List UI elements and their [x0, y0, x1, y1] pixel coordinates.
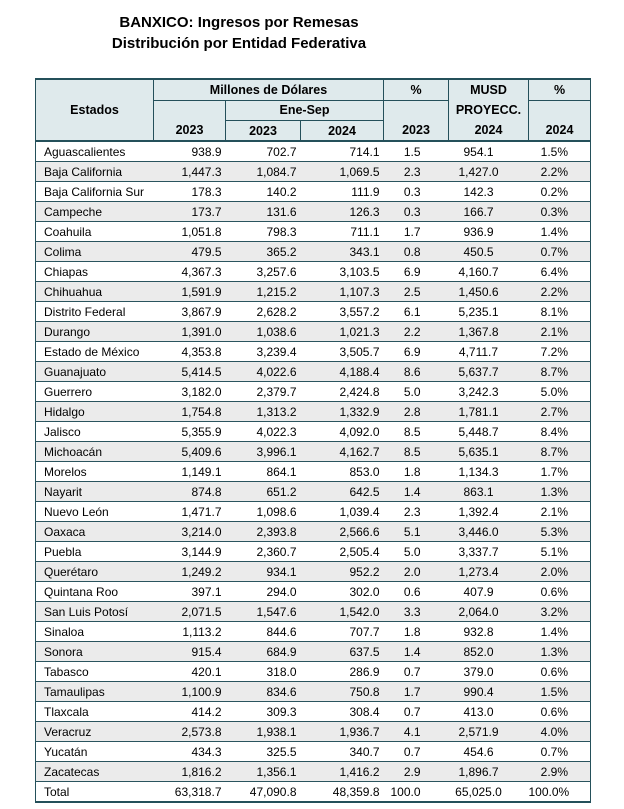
musd-proyecc-cell: 2,064.0: [449, 602, 529, 622]
musd-proyecc-cell: 936.9: [449, 222, 529, 242]
millones-2023-cell: 4,353.8: [154, 342, 226, 362]
state-name-cell: Yucatán: [36, 742, 154, 762]
enesep-2024-cell: 637.5: [301, 642, 384, 662]
pct-2024-cell: 0.3%: [529, 202, 591, 222]
enesep-2023-cell: 651.2: [226, 482, 301, 502]
pct-2023-cell: 3.3: [384, 602, 449, 622]
enesep-2023-cell: 3,996.1: [226, 442, 301, 462]
pct-2024-cell: 1.5%: [529, 682, 591, 702]
table-row: [36, 402, 591, 422]
millones-2023-cell: 5,355.9: [154, 422, 226, 442]
header-enesep-2023: 2023: [226, 121, 301, 142]
enesep-2023-cell: 834.6: [226, 682, 301, 702]
musd-proyecc-cell: 2,571.9: [449, 722, 529, 742]
table-row: [36, 342, 591, 362]
millones-2023-cell: 1,113.2: [154, 622, 226, 642]
musd-proyecc-cell: 379.0: [449, 662, 529, 682]
enesep-2024-cell: 1,542.0: [301, 602, 384, 622]
enesep-2024-cell: 1,332.9: [301, 402, 384, 422]
pct-2024-cell: 0.6%: [529, 662, 591, 682]
enesep-2024-cell: 308.4: [301, 702, 384, 722]
millones-2023-cell: 173.7: [154, 202, 226, 222]
enesep-2024-cell: 343.1: [301, 242, 384, 262]
state-name-cell: Nayarit: [36, 482, 154, 502]
state-name-cell: Tlaxcala: [36, 702, 154, 722]
pct-2023-cell: 1.8: [384, 622, 449, 642]
millones-2023-cell: 3,214.0: [154, 522, 226, 542]
state-name-cell: Guanajuato: [36, 362, 154, 382]
enesep-2023-cell: 2,379.7: [226, 382, 301, 402]
enesep-2023-cell: 3,257.6: [226, 262, 301, 282]
pct-2023-cell: 0.7: [384, 742, 449, 762]
musd-proyecc-cell: 863.1: [449, 482, 529, 502]
enesep-2023-cell: 294.0: [226, 582, 301, 602]
pct-2023-cell: 0.8: [384, 242, 449, 262]
pct-2024-cell: 2.1%: [529, 322, 591, 342]
table-row: [36, 702, 591, 722]
musd-proyecc-cell: 5,235.1: [449, 302, 529, 322]
state-name-cell: Michoacán: [36, 442, 154, 462]
pct-2024-cell: 7.2%: [529, 342, 591, 362]
pct-2024-cell: 2.2%: [529, 282, 591, 302]
musd-proyecc-cell: 4,711.7: [449, 342, 529, 362]
table-row: [36, 442, 591, 462]
millones-2023-cell: 874.8: [154, 482, 226, 502]
table-row: [36, 222, 591, 242]
pct-2023-cell: 1.8: [384, 462, 449, 482]
table-row: [36, 562, 591, 582]
pct-2023-cell: 5.0: [384, 542, 449, 562]
enesep-2024-cell: 2,505.4: [301, 542, 384, 562]
header-pct-2024: %: [529, 79, 591, 100]
header-musd: MUSD: [449, 79, 529, 100]
millones-2023-cell: 3,867.9: [154, 302, 226, 322]
table-row: [36, 722, 591, 742]
millones-2023-cell: 1,051.8: [154, 222, 226, 242]
header-proyecc-year: 2024: [474, 123, 503, 137]
pct-2023-cell: 2.3: [384, 162, 449, 182]
table-body: [36, 141, 591, 802]
state-name-cell: Morelos: [36, 462, 154, 482]
header-ene-sep: Ene-Sep: [226, 100, 384, 121]
enesep-2024-cell: 3,103.5: [301, 262, 384, 282]
enesep-2024-cell: 952.2: [301, 562, 384, 582]
pct-2023-cell: 4.1: [384, 722, 449, 742]
table-row: [36, 422, 591, 442]
state-name-cell: Chihuahua: [36, 282, 154, 302]
state-name-cell: Sinaloa: [36, 622, 154, 642]
table-row: [36, 582, 591, 602]
enesep-2023-cell: 1,098.6: [226, 502, 301, 522]
enesep-2024-cell: 111.9: [301, 182, 384, 202]
musd-proyecc-cell: 1,273.4: [449, 562, 529, 582]
pct-2024-cell: 5.1%: [529, 542, 591, 562]
pct-2024-cell: 8.7%: [529, 362, 591, 382]
pct-2023-cell: 5.0: [384, 382, 449, 402]
millones-2023-cell: 2,573.8: [154, 722, 226, 742]
state-name-cell: Oaxaca: [36, 522, 154, 542]
pct-2023-cell: 8.5: [384, 442, 449, 462]
millones-2023-cell: 63,318.7: [154, 782, 226, 803]
table-row: [36, 182, 591, 202]
musd-proyecc-cell: 3,242.3: [449, 382, 529, 402]
state-name-cell: Veracruz: [36, 722, 154, 742]
table-row: [36, 322, 591, 342]
musd-proyecc-cell: 413.0: [449, 702, 529, 722]
report-title: BANXICO: Ingresos por Remesas: [119, 14, 359, 31]
musd-proyecc-cell: 990.4: [449, 682, 529, 702]
enesep-2023-cell: 365.2: [226, 242, 301, 262]
enesep-2023-cell: 318.0: [226, 662, 301, 682]
enesep-2023-cell: 934.1: [226, 562, 301, 582]
header-proyecc-label: PROYECC.: [455, 103, 522, 117]
state-name-cell: Guerrero: [36, 382, 154, 402]
table-row: [36, 482, 591, 502]
table-row: [36, 642, 591, 662]
pct-2023-cell: 2.8: [384, 402, 449, 422]
state-name-cell: Aguascalientes: [36, 141, 154, 162]
total-row: [36, 782, 591, 803]
enesep-2023-cell: 2,360.7: [226, 542, 301, 562]
musd-proyecc-cell: 166.7: [449, 202, 529, 222]
state-name-cell: Sonora: [36, 642, 154, 662]
millones-2023-cell: 178.3: [154, 182, 226, 202]
pct-2023-cell: 1.4: [384, 642, 449, 662]
enesep-2023-cell: 1,313.2: [226, 402, 301, 422]
pct-2024-cell: 8.4%: [529, 422, 591, 442]
enesep-2024-cell: 707.7: [301, 622, 384, 642]
pct-2024-cell: 0.2%: [529, 182, 591, 202]
musd-proyecc-cell: 932.8: [449, 622, 529, 642]
enesep-2024-cell: 1,039.4: [301, 502, 384, 522]
pct-2024-cell: 3.2%: [529, 602, 591, 622]
state-name-cell: Estado de México: [36, 342, 154, 362]
state-name-cell: Campeche: [36, 202, 154, 222]
musd-proyecc-cell: 5,635.1: [449, 442, 529, 462]
musd-proyecc-cell: 65,025.0: [449, 782, 529, 803]
enesep-2023-cell: 1,215.2: [226, 282, 301, 302]
pct-2023-cell: 8.5: [384, 422, 449, 442]
table-row: [36, 382, 591, 402]
table-row: [36, 622, 591, 642]
millones-2023-cell: 938.9: [154, 141, 226, 162]
pct-2024-cell: 1.4%: [529, 222, 591, 242]
enesep-2023-cell: 702.7: [226, 141, 301, 162]
musd-proyecc-cell: 3,446.0: [449, 522, 529, 542]
pct-2023-cell: 2.2: [384, 322, 449, 342]
pct-2023-cell: 6.1: [384, 302, 449, 322]
enesep-2024-cell: 1,069.5: [301, 162, 384, 182]
report-header: [0, 12, 478, 54]
header-pct-year-2024: 2024: [529, 100, 591, 141]
enesep-2023-cell: 1,938.1: [226, 722, 301, 742]
millones-2023-cell: 1,471.7: [154, 502, 226, 522]
musd-proyecc-cell: 1,450.6: [449, 282, 529, 302]
enesep-2023-cell: 4,022.3: [226, 422, 301, 442]
state-name-cell: Tamaulipas: [36, 682, 154, 702]
enesep-2024-cell: 3,505.7: [301, 342, 384, 362]
pct-2024-cell: 1.7%: [529, 462, 591, 482]
pct-2024-cell: 1.4%: [529, 622, 591, 642]
enesep-2023-cell: 684.9: [226, 642, 301, 662]
table-row: [36, 302, 591, 322]
enesep-2023-cell: 864.1: [226, 462, 301, 482]
musd-proyecc-cell: 142.3: [449, 182, 529, 202]
enesep-2023-cell: 4,022.6: [226, 362, 301, 382]
pct-2024-cell: 6.4%: [529, 262, 591, 282]
state-name-cell: Chiapas: [36, 262, 154, 282]
millones-2023-cell: 1,754.8: [154, 402, 226, 422]
report-subtitle: Distribución por Entidad Federativa: [111, 35, 367, 52]
millones-2023-cell: 1,100.9: [154, 682, 226, 702]
pct-2023-cell: 1.7: [384, 222, 449, 242]
table-row: [36, 762, 591, 782]
musd-proyecc-cell: 5,637.7: [449, 362, 529, 382]
state-name-cell: Puebla: [36, 542, 154, 562]
pct-2024-cell: 0.7%: [529, 742, 591, 762]
header-pct-2023: %: [384, 79, 449, 100]
enesep-2024-cell: 1,416.2: [301, 762, 384, 782]
table-row: [36, 141, 591, 162]
enesep-2023-cell: 1,547.6: [226, 602, 301, 622]
header-proyecc-2024: [449, 100, 529, 141]
musd-proyecc-cell: 5,448.7: [449, 422, 529, 442]
millones-2023-cell: 4,367.3: [154, 262, 226, 282]
enesep-2023-cell: 3,239.4: [226, 342, 301, 362]
state-name-cell: Jalisco: [36, 422, 154, 442]
millones-2023-cell: 397.1: [154, 582, 226, 602]
enesep-2023-cell: 844.6: [226, 622, 301, 642]
pct-2024-cell: 0.6%: [529, 702, 591, 722]
musd-proyecc-cell: 1,427.0: [449, 162, 529, 182]
millones-2023-cell: 434.3: [154, 742, 226, 762]
millones-2023-cell: 2,071.5: [154, 602, 226, 622]
enesep-2024-cell: 4,092.0: [301, 422, 384, 442]
table-row: [36, 202, 591, 222]
pct-2024-cell: 5.0%: [529, 382, 591, 402]
table-row: [36, 282, 591, 302]
pct-2023-cell: 6.9: [384, 342, 449, 362]
state-name-cell: Coahuila: [36, 222, 154, 242]
header-year-2023-full: 2023: [154, 100, 226, 141]
pct-2024-cell: 8.7%: [529, 442, 591, 462]
pct-2023-cell: 0.3: [384, 182, 449, 202]
millones-2023-cell: 1,249.2: [154, 562, 226, 582]
enesep-2024-cell: 1,107.3: [301, 282, 384, 302]
musd-proyecc-cell: 3,337.7: [449, 542, 529, 562]
musd-proyecc-cell: 1,134.3: [449, 462, 529, 482]
table-row: [36, 462, 591, 482]
musd-proyecc-cell: 852.0: [449, 642, 529, 662]
pct-2024-cell: 1.3%: [529, 482, 591, 502]
header-pct-year-2023: 2023: [384, 100, 449, 141]
pct-2024-cell: 1.5%: [529, 141, 591, 162]
millones-2023-cell: 3,182.0: [154, 382, 226, 402]
pct-2023-cell: 6.9: [384, 262, 449, 282]
musd-proyecc-cell: 1,896.7: [449, 762, 529, 782]
enesep-2024-cell: 1,021.3: [301, 322, 384, 342]
millones-2023-cell: 1,149.1: [154, 462, 226, 482]
state-name-cell: Hidalgo: [36, 402, 154, 422]
enesep-2024-cell: 642.5: [301, 482, 384, 502]
table-row: [36, 502, 591, 522]
header-estados: Estados: [36, 79, 154, 141]
pct-2024-cell: 1.3%: [529, 642, 591, 662]
enesep-2024-cell: 48,359.8: [301, 782, 384, 803]
state-name-cell: Tabasco: [36, 662, 154, 682]
pct-2023-cell: 100.0: [384, 782, 449, 803]
millones-2023-cell: 5,409.6: [154, 442, 226, 462]
enesep-2024-cell: 853.0: [301, 462, 384, 482]
header-enesep-2024: 2024: [301, 121, 384, 142]
pct-2023-cell: 0.7: [384, 662, 449, 682]
enesep-2024-cell: 286.9: [301, 662, 384, 682]
table-row: [36, 682, 591, 702]
enesep-2024-cell: 714.1: [301, 141, 384, 162]
pct-2023-cell: 0.7: [384, 702, 449, 722]
pct-2023-cell: 2.3: [384, 502, 449, 522]
millones-2023-cell: 414.2: [154, 702, 226, 722]
millones-2023-cell: 1,391.0: [154, 322, 226, 342]
pct-2023-cell: 2.5: [384, 282, 449, 302]
pct-2023-cell: 2.9: [384, 762, 449, 782]
table-row: [36, 522, 591, 542]
state-name-cell: Nuevo León: [36, 502, 154, 522]
pct-2024-cell: 0.7%: [529, 242, 591, 262]
musd-proyecc-cell: 954.1: [449, 141, 529, 162]
table-row: [36, 602, 591, 622]
pct-2023-cell: 0.3: [384, 202, 449, 222]
state-name-cell: Querétaro: [36, 562, 154, 582]
state-name-cell: Baja California: [36, 162, 154, 182]
pct-2023-cell: 1.4: [384, 482, 449, 502]
enesep-2024-cell: 340.7: [301, 742, 384, 762]
state-name-cell: San Luis Potosí: [36, 602, 154, 622]
musd-proyecc-cell: 1,781.1: [449, 402, 529, 422]
pct-2023-cell: 5.1: [384, 522, 449, 542]
state-name-cell: Zacatecas: [36, 762, 154, 782]
enesep-2023-cell: 47,090.8: [226, 782, 301, 803]
millones-2023-cell: 1,816.2: [154, 762, 226, 782]
enesep-2023-cell: 798.3: [226, 222, 301, 242]
enesep-2024-cell: 1,936.7: [301, 722, 384, 742]
millones-2023-cell: 479.5: [154, 242, 226, 262]
enesep-2023-cell: 309.3: [226, 702, 301, 722]
enesep-2024-cell: 750.8: [301, 682, 384, 702]
millones-2023-cell: 420.1: [154, 662, 226, 682]
table-row: [36, 162, 591, 182]
state-name-cell: Colima: [36, 242, 154, 262]
enesep-2023-cell: 1,038.6: [226, 322, 301, 342]
pct-2023-cell: 2.0: [384, 562, 449, 582]
state-name-cell: Distrito Federal: [36, 302, 154, 322]
pct-2024-cell: 100.0%: [529, 782, 591, 803]
enesep-2024-cell: 711.1: [301, 222, 384, 242]
musd-proyecc-cell: 4,160.7: [449, 262, 529, 282]
pct-2024-cell: 8.1%: [529, 302, 591, 322]
musd-proyecc-cell: 1,367.8: [449, 322, 529, 342]
enesep-2023-cell: 1,356.1: [226, 762, 301, 782]
musd-proyecc-cell: 1,392.4: [449, 502, 529, 522]
pct-2023-cell: 1.5: [384, 141, 449, 162]
millones-2023-cell: 3,144.9: [154, 542, 226, 562]
pct-2023-cell: 8.6: [384, 362, 449, 382]
enesep-2024-cell: 126.3: [301, 202, 384, 222]
table-row: [36, 662, 591, 682]
musd-proyecc-cell: 407.9: [449, 582, 529, 602]
pct-2023-cell: 0.6: [384, 582, 449, 602]
state-name-cell: Baja California Sur: [36, 182, 154, 202]
state-name-cell: Total: [36, 782, 154, 803]
table-row: [36, 262, 591, 282]
enesep-2024-cell: 2,424.8: [301, 382, 384, 402]
table-row: [36, 242, 591, 262]
table-row: [36, 362, 591, 382]
pct-2024-cell: 5.3%: [529, 522, 591, 542]
pct-2024-cell: 2.0%: [529, 562, 591, 582]
pct-2024-cell: 2.7%: [529, 402, 591, 422]
musd-proyecc-cell: 454.6: [449, 742, 529, 762]
millones-2023-cell: 5,414.5: [154, 362, 226, 382]
millones-2023-cell: 915.4: [154, 642, 226, 662]
table-row: [36, 742, 591, 762]
enesep-2024-cell: 4,188.4: [301, 362, 384, 382]
enesep-2024-cell: 2,566.6: [301, 522, 384, 542]
enesep-2023-cell: 131.6: [226, 202, 301, 222]
millones-2023-cell: 1,591.9: [154, 282, 226, 302]
pct-2024-cell: 4.0%: [529, 722, 591, 742]
enesep-2024-cell: 3,557.2: [301, 302, 384, 322]
pct-2024-cell: 2.1%: [529, 502, 591, 522]
state-name-cell: Quintana Roo: [36, 582, 154, 602]
enesep-2023-cell: 140.2: [226, 182, 301, 202]
pct-2024-cell: 2.2%: [529, 162, 591, 182]
millones-2023-cell: 1,447.3: [154, 162, 226, 182]
pct-2023-cell: 1.7: [384, 682, 449, 702]
pct-2024-cell: 0.6%: [529, 582, 591, 602]
header-millones-dolares: Millones de Dólares: [154, 79, 384, 100]
table-row: [36, 542, 591, 562]
enesep-2023-cell: 1,084.7: [226, 162, 301, 182]
musd-proyecc-cell: 450.5: [449, 242, 529, 262]
remesas-table: [35, 78, 591, 803]
enesep-2024-cell: 4,162.7: [301, 442, 384, 462]
enesep-2024-cell: 302.0: [301, 582, 384, 602]
header-row-1: [36, 79, 591, 100]
table-header: [36, 79, 591, 141]
enesep-2023-cell: 2,628.2: [226, 302, 301, 322]
state-name-cell: Durango: [36, 322, 154, 342]
enesep-2023-cell: 2,393.8: [226, 522, 301, 542]
pct-2024-cell: 2.9%: [529, 762, 591, 782]
enesep-2023-cell: 325.5: [226, 742, 301, 762]
